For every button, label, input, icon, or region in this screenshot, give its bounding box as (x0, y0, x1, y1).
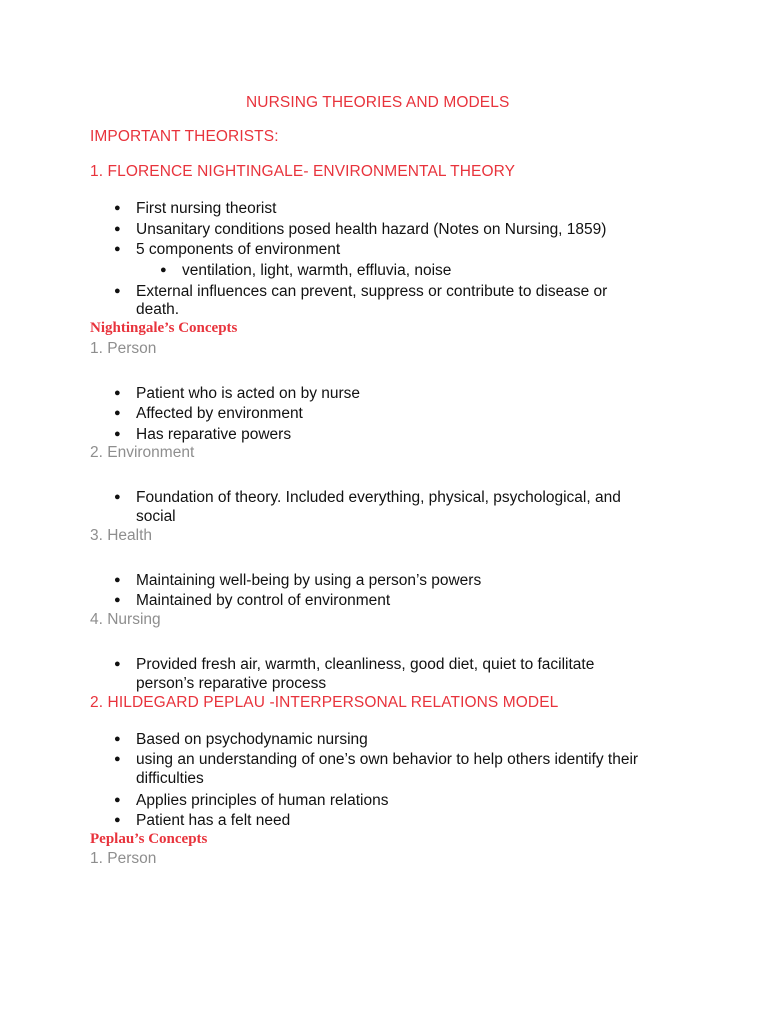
bullet-icon: ● (114, 202, 121, 214)
important-theorists-heading: IMPORTANT THEORISTS: (90, 128, 279, 145)
bullet-icon: ● (114, 814, 121, 826)
document-page: NURSING THEORIES AND MODELS IMPORTANT THEORISTS: 1. FLORENCE NIGHTINGALE- ENVIRONMENTAL THEORY ● First nursing theorist ● Unsanitary conditions posed health hazard (Notes on Nursing, 1859) ● 5 components of environment ● ventilation, light, warmth, effluvia, noise ● External influences can prevent, suppress or contribute to disease or death. Nightingale’s Concepts 1. Person ● Patient who is acted on by nurse ● Affected by environment ● Has reparative powers 2. Environment ● Foundation of theory. Included everything, physical, psychological, and social 3. Health ● Maintaining well-being by using a person’s powers ● Maintained by control of environment 4. Nursing ● Provided fresh air, warmth, cleanliness, good diet, quiet to facilitate person’s reparative process 2. HILDEGARD PEPLAU -INTERPERSONAL RELATIONS MODEL ● Based on psychodynamic nursing ● using an understanding of one’s own behavior to help others identify their difficulties ● Applies principles of human relations ● Patient has a felt need Peplau’s Concepts 1. Person (90, 94, 639, 867)
bullet-icon: ● (114, 223, 121, 235)
bullet-icon: ● (114, 733, 121, 745)
nightingale-concepts-heading: Nightingale’s Concepts (90, 320, 238, 336)
list-item-continuation: death. (136, 301, 180, 318)
bullet-icon: ● (114, 658, 121, 670)
concept-person-label: 1. Person (90, 340, 157, 357)
document-title: NURSING THEORIES AND MODELS (246, 94, 510, 111)
bullet-icon: ● (114, 243, 121, 255)
bullet-icon: ● (114, 428, 121, 440)
section1-heading: 1. FLORENCE NIGHTINGALE- ENVIRONMENTAL THEORY (90, 163, 516, 180)
bullet-icon: ● (114, 574, 121, 586)
bullet-icon: ● (114, 387, 121, 399)
bullet-icon: ● (114, 407, 121, 419)
peplau-concepts-heading: Peplau’s Concepts (90, 831, 208, 847)
bullet-icon: ● (114, 491, 121, 503)
concept-environment-label: 2. Environment (90, 444, 195, 461)
list-item-continuation: social (136, 508, 176, 525)
concept-nursing-label: 4. Nursing (90, 611, 161, 628)
concept-health-label: 3. Health (90, 527, 153, 544)
list-item-continuation: difficulties (136, 770, 204, 787)
section2-heading: 2. HILDEGARD PEPLAU -INTERPERSONAL RELATIONS MODEL (90, 694, 559, 711)
bullet-icon: ● (160, 264, 167, 276)
bullet-icon: ● (114, 794, 121, 806)
concept-person-label: 1. Person (90, 850, 157, 867)
bullet-icon: ● (114, 594, 121, 606)
list-item-continuation: person’s reparative process (136, 675, 327, 692)
bullet-icon: ● (114, 285, 121, 297)
bullet-icon: ● (114, 753, 121, 765)
